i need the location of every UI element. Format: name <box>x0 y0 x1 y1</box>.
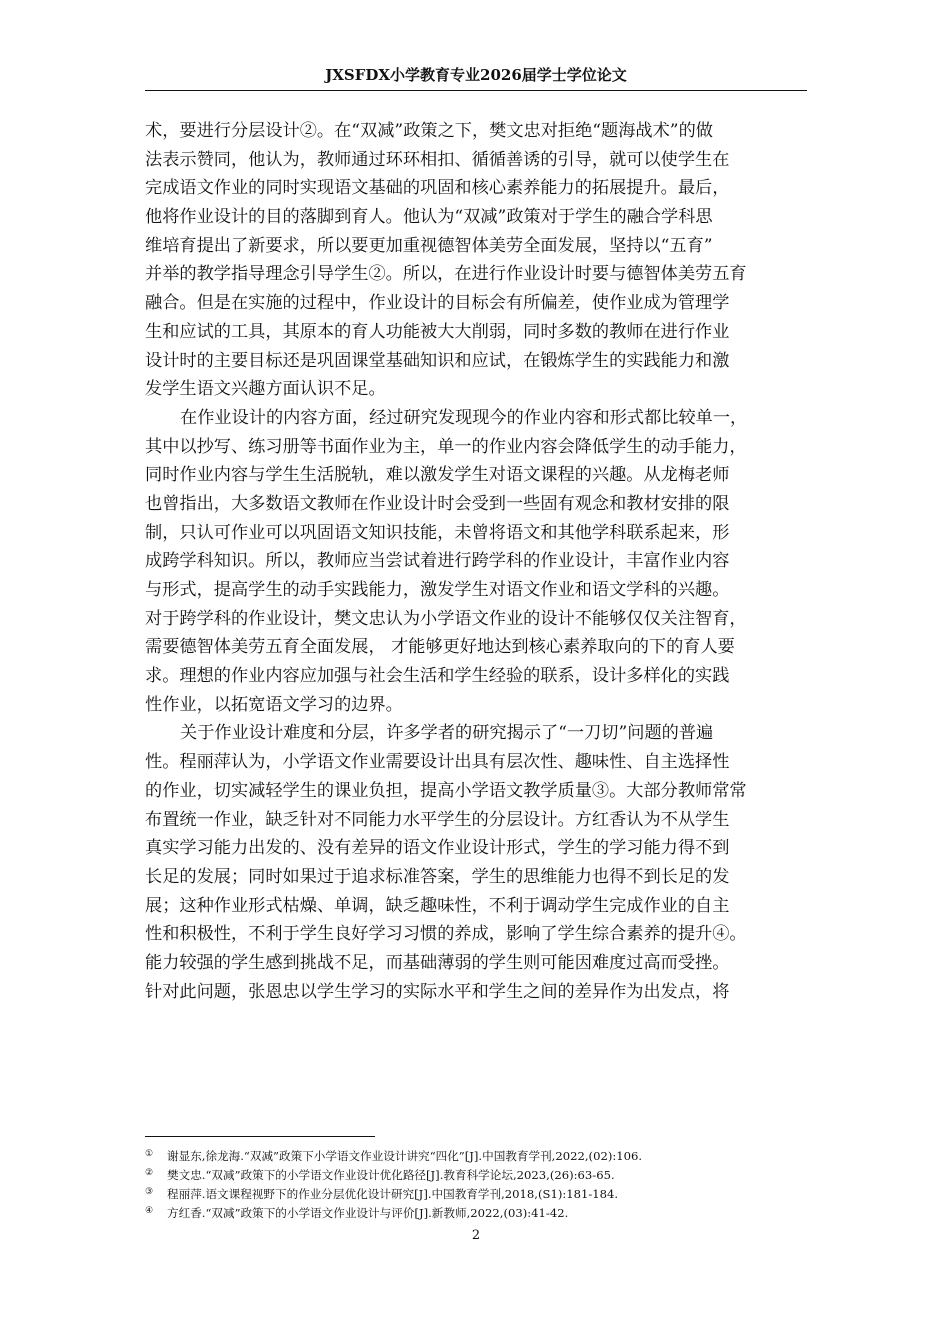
text-line: 并举的教学指导理念引导学生②。所以，在进行作业设计时要与德智体美劳五育 <box>145 264 747 285</box>
text-line: 展；这种作业形式枯燥、单调，缺乏趣味性，不利于调动学生完成作业的自主 <box>145 895 730 916</box>
footnote <box>145 1185 807 1204</box>
paragraph-first-line: 在作业设计的内容方面，经过研究发现现今的作业内容和形式都比较单一， <box>180 407 748 428</box>
footnote-text: 谢显东,徐龙海.“双减”政策下小学语文作业设计讲究“四化”[J].中国教育学刊,2022,(02):106. <box>167 1149 643 1163</box>
header-rule <box>145 90 807 91</box>
body-text <box>145 117 807 1006</box>
footnote-separator <box>145 1136 375 1137</box>
footnote <box>145 1147 807 1166</box>
text-line: 针对此问题，张恩忠以学生学习的实际水平和学生之间的差异作为出发点，将 <box>145 981 730 1002</box>
text-line: 布置统一作业，缺乏针对不同能力水平学生的分层设计。方红香认为不从学生 <box>145 809 730 830</box>
footnote-mark: ① <box>145 1149 154 1159</box>
text-line: 术，要进行分层设计②。在“双减”政策之下，樊文忠对拒绝“题海战术”的做 <box>145 121 713 141</box>
text-line: 性。程丽萍认为，小学语文作业需要设计出具有层次性、趣味性、自主选择性 <box>145 752 730 773</box>
footnote <box>145 1166 807 1185</box>
text-line: 法表示赞同，他认为，教师通过环环相扣、循循善诱的引导，就可以使学生在 <box>145 149 730 170</box>
text-line: 能力较强的学生感到挑战不足，而基础薄弱的学生则可能因难度过高而受挫。 <box>145 952 730 973</box>
text-line: 也曾指出，大多数语文教师在作业设计时会受到一些固有观念和教材安排的限 <box>145 493 730 514</box>
text-line: 其中以抄写、练习册等书面作业为主，单一的作业内容会降低学生的动手能力， <box>145 436 747 457</box>
footnote-text: 方红香.“双减”政策下的小学语文作业设计与评价[J].新教师,2022,(03):41-42. <box>167 1206 569 1220</box>
text-line: 成跨学科知识。所以，教师应当尝试着进行跨学科的作业设计，丰富作业内容 <box>145 551 730 572</box>
text-line: 制，只认可作业可以巩固语文知识技能，未曾将语文和其他学科联系起来，形 <box>145 522 730 543</box>
text-line: 设计时的主要目标还是巩固课堂基础知识和应试，在锻炼学生的实践能力和激 <box>145 350 730 371</box>
text-line: 真实学习能力出发的、没有差异的语文作业设计形式，学生的学习能力得不到 <box>145 838 730 859</box>
footnote-text: 樊文忠.“双减”政策下的小学语文作业设计优化路径[J].教育科学论坛,2023,(26):63-65. <box>167 1168 615 1182</box>
text-line: 生和应试的工具，其原本的育人功能被大大削弱，同时多数的教师在进行作业 <box>145 321 730 342</box>
page-number: 2 <box>471 1228 481 1243</box>
text-line: 与形式，提高学生的动手实践能力，激发学生对语文作业和语文学科的兴趣。 <box>145 580 730 600</box>
text-line: 对于跨学科的作业设计，樊文忠认为小学语文作业的设计不能够仅仅关注智育， <box>145 608 747 629</box>
text-line: 他将作业设计的目的落脚到育人。他认为“双减”政策对于学生的融合学科思 <box>145 207 713 228</box>
text-line: 性作业，以拓宽语文学习的边界。 <box>145 694 403 715</box>
text-line: 求。理想的作业内容应加强与社会生活和学生经验的联系，设计多样化的实践 <box>145 666 730 687</box>
text-line: 维培育提出了新要求，所以要更加重视德智体美劳全面发展，坚持以“五育” <box>145 235 713 256</box>
text-line: 的作业，切实减轻学生的课业负担，提高小学语文教学质量③。大部分教师常常 <box>145 780 747 801</box>
footnotes <box>145 1147 807 1223</box>
text-line: 发学生语文兴趣方面认识不足。 <box>145 379 386 400</box>
text-line: 性和积极性，不利于学生良好学习习惯的养成，影响了学生综合素养的提升④。 <box>145 924 747 945</box>
running-header: JXSFDX小学教育专业2026届学士学位论文 <box>325 66 627 84</box>
text-line: 需要德智体美劳五育全面发展， 才能够更好地达到核心素养取向的下的育人要 <box>145 637 735 658</box>
footnote-mark: ② <box>145 1168 154 1178</box>
text-line: 长足的发展；同时如果过于追求标准答案，学生的思维能力也得不到长足的发 <box>145 866 730 887</box>
footnote-mark: ④ <box>145 1206 154 1216</box>
text-line: 完成语文作业的同时实现语文基础的巩固和核心素养能力的拓展提升。最后， <box>145 178 730 199</box>
footnote <box>145 1204 807 1223</box>
footnote-text: 程丽萍.语文课程视野下的作业分层优化设计研究[J].中国教育学刊,2018,(S1):181-184. <box>167 1187 619 1201</box>
footnote-mark: ③ <box>145 1187 154 1197</box>
paragraph-first-line: 关于作业设计难度和分层，许多学者的研究揭示了“一刀切”问题的普遍 <box>180 723 714 744</box>
text-line: 融合。但是在实施的过程中，作业设计的目标会有所偏差，使作业成为管理学 <box>145 293 730 314</box>
text-line: 同时作业内容与学生生活脱轨，难以激发学生对语文课程的兴趣。从龙梅老师 <box>145 465 730 486</box>
